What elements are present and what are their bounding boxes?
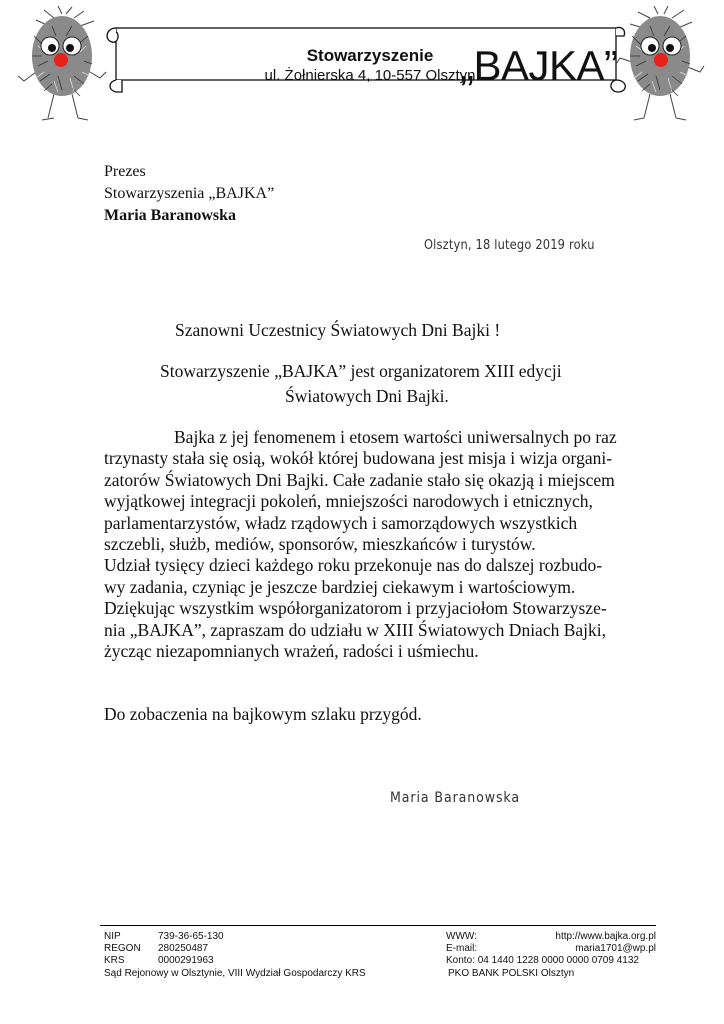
letterhead-scroll-banner bbox=[102, 20, 630, 98]
letter-body bbox=[104, 427, 624, 662]
body-line: nia „BAJKA”, zapraszam do udziału w XIII Światowych Dniach Bajki, bbox=[104, 619, 607, 640]
body-line: parlamentarzystów, władz rządowych i samorządowych wszystkich bbox=[104, 512, 578, 533]
email-link[interactable]: maria1701@wp.pl bbox=[575, 943, 656, 955]
body-line: wy zadania, czyniąc je jeszcze bardziej ciekawym i wartościowym. bbox=[104, 576, 576, 597]
salutation: Szanowni Uczestnicy Światowych Dni Bajki ! bbox=[175, 320, 501, 340]
body-line: Udział tysięcy dzieci każdego roku przekonuje nas do dalszej rozbudo- bbox=[104, 555, 603, 576]
body-line: szczebli, służb, mediów, sponsorów, mieszkańców i turystów. bbox=[104, 534, 536, 555]
sender-title: Prezes bbox=[104, 163, 146, 180]
sender-org: Stowarzyszenia „BAJKA” bbox=[104, 185, 275, 202]
body-line: trzynasty stała się osią, wokół której budowana jest misja i wizja organi- bbox=[104, 448, 613, 469]
org-address: ul. Żołnierska 4, 10-557 Olsztyn bbox=[264, 67, 476, 84]
body-line: wyjątkowej integracji pokoleń, mniejszości narodowych i etnicznych, bbox=[104, 491, 593, 512]
footer-court: Sąd Rejonowy w Olsztynie, VIII Wydział Gospodarczy KRS bbox=[104, 967, 366, 979]
footer-value: 739-36-65-130 bbox=[158, 931, 224, 942]
footer-label: REGON bbox=[104, 943, 141, 955]
intro-line-1: Stowarzyszenie „BAJKA” jest organizatorem XIII edycji bbox=[160, 361, 562, 381]
footer-label: WWW: bbox=[446, 931, 477, 942]
closing-line: Do zobaczenia na bajkowym szlaku przygód. bbox=[104, 704, 422, 724]
intro-line-2: Światowych Dni Bajki. bbox=[285, 386, 449, 406]
letterhead bbox=[0, 0, 724, 130]
footer-label: KRS bbox=[104, 955, 125, 967]
footer-registry-info bbox=[104, 931, 404, 980]
fuzzy-creature-mascot-icon bbox=[612, 6, 707, 124]
letter-date: Olsztyn, 18 lutego 2019 roku bbox=[424, 238, 595, 253]
body-line: Bajka z jej fenomenem i etosem wartości uniwersalnych po raz bbox=[174, 427, 617, 447]
body-line: Dziękując wszystkim współorganizatorom i przyjaciołom Stowarzysze- bbox=[104, 598, 607, 619]
footer-contact-info bbox=[446, 931, 656, 980]
footer-label: E-mail: bbox=[446, 943, 478, 955]
fuzzy-creature-mascot-icon bbox=[14, 6, 109, 124]
bank-name: PKO BANK POLSKI Olsztyn bbox=[448, 967, 575, 979]
footer-value: 0000291963 bbox=[158, 955, 214, 967]
bank-account: Konto: 04 1440 1228 0000 0000 0709 4132 bbox=[446, 955, 639, 967]
footer-value: 280250487 bbox=[158, 943, 209, 955]
org-name: Stowarzyszenie bbox=[306, 46, 434, 65]
body-line: życząc niezapomnianych wrażeń, radości i uśmiechu. bbox=[104, 641, 479, 662]
footer-label: NIP bbox=[104, 931, 121, 942]
sender-name: Maria Baranowska bbox=[104, 207, 236, 224]
org-brand: „BAJKA” bbox=[460, 42, 618, 89]
handwritten-signature: Maria Baranowska bbox=[390, 790, 521, 806]
sender-block bbox=[104, 161, 274, 227]
footer-divider bbox=[100, 925, 656, 926]
body-line: zatorów Światowych Dni Bajki. Całe zadanie stało się okazją i miejscem bbox=[104, 469, 615, 490]
website-link[interactable]: http://www.bajka.org.pl bbox=[555, 931, 656, 942]
